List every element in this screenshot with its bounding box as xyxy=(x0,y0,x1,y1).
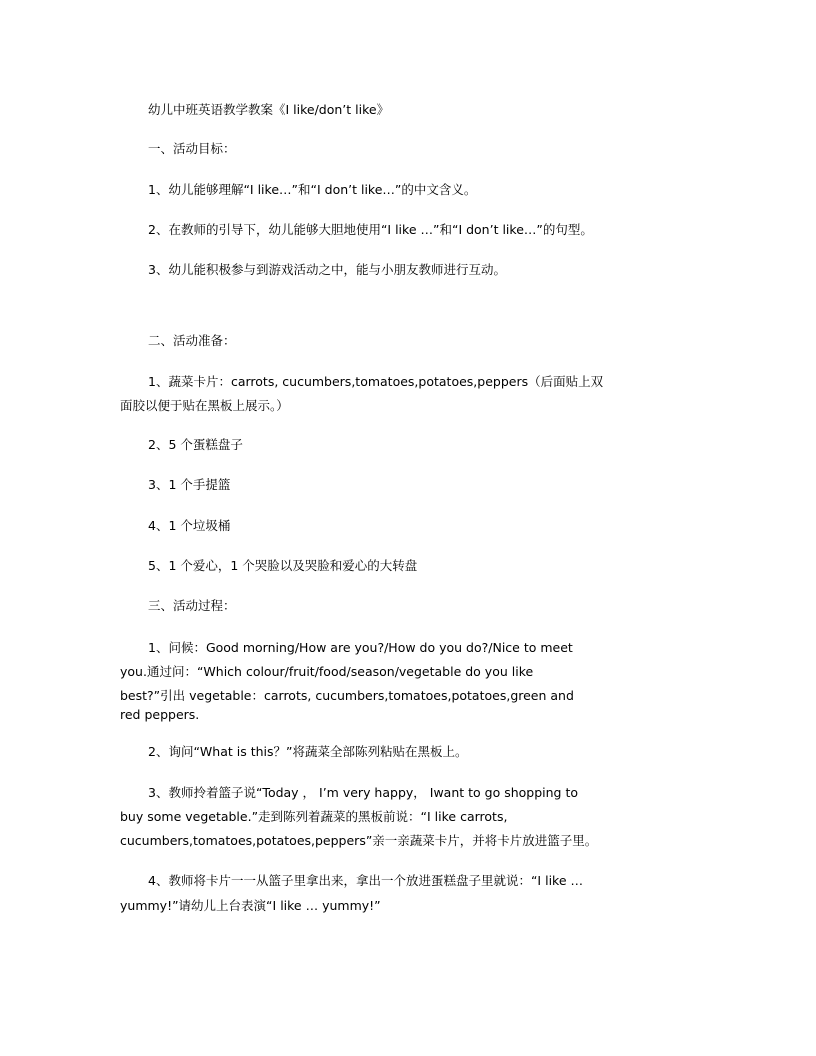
prep-item-4: 4、1 个垃圾桶 xyxy=(148,518,231,533)
process-p1-line-4: red peppers. xyxy=(120,707,200,722)
goal-item-2: 2、在教师的引导下，幼儿能够大胆地使用“I like …”和“I don’t like…”的句型。 xyxy=(148,222,593,237)
process-p4-line-1: 4、教师将卡片一一从篮子里拿出来，拿出一个放进蛋糕盘子里就说：“I like … xyxy=(148,873,583,888)
prep-item-5: 5、1 个爱心，1 个哭脸以及哭脸和爱心的大转盘 xyxy=(148,558,418,573)
prep-item-2: 2、5 个蛋糕盘子 xyxy=(148,437,243,452)
process-p1-line-1: 1、问候：Good morning/How are you?/How do you do?/Nice to meet xyxy=(148,640,573,655)
process-p2: 2、询问“What is this？”将蔬菜全部陈列粘贴在黑板上。 xyxy=(148,744,468,759)
document-title: 幼儿中班英语教学教案《I like/don’t like》 xyxy=(148,102,390,117)
process-p3-line-2: buy some vegetable.”走到陈列着蔬菜的黑板前说：“I like carrots, xyxy=(120,809,508,824)
section-heading-goals: 一、活动目标： xyxy=(148,141,236,156)
process-p4-line-2: yummy!”请幼儿上台表演“I like … yummy!” xyxy=(120,898,381,913)
process-p3-line-3: cucumbers,tomatoes,potatoes,peppers”亲一亲蔬菜卡片，并将卡片放进篮子里。 xyxy=(120,833,598,848)
section-heading-prep: 二、活动准备： xyxy=(148,333,236,348)
goal-item-1: 1、幼儿能够理解“I like…”和“I don’t like…”的中文含义。 xyxy=(148,182,477,197)
section-heading-process: 三、活动过程： xyxy=(148,598,236,613)
prep-item-1-line-2: 面胶以便于贴在黑板上展示。） xyxy=(120,398,289,413)
prep-item-1-line-1: 1、蔬菜卡片：carrots, cucumbers,tomatoes,potatoes,peppers（后面贴上双 xyxy=(148,374,604,389)
goal-item-3: 3、幼儿能积极参与到游戏活动之中，能与小朋友教师进行互动。 xyxy=(148,262,506,277)
process-p1-line-2: you.通过问：“Which colour/fruit/food/season/vegetable do you like xyxy=(120,664,534,679)
process-p1-line-3: best?”引出 vegetable：carrots, cucumbers,tomatoes,potatoes,green and xyxy=(120,688,574,703)
prep-item-3: 3、1 个手提篮 xyxy=(148,477,231,492)
process-p3-line-1: 3、教师拎着篮子说“Today ， I’m very happy， Iwant to go shopping to xyxy=(148,785,579,800)
